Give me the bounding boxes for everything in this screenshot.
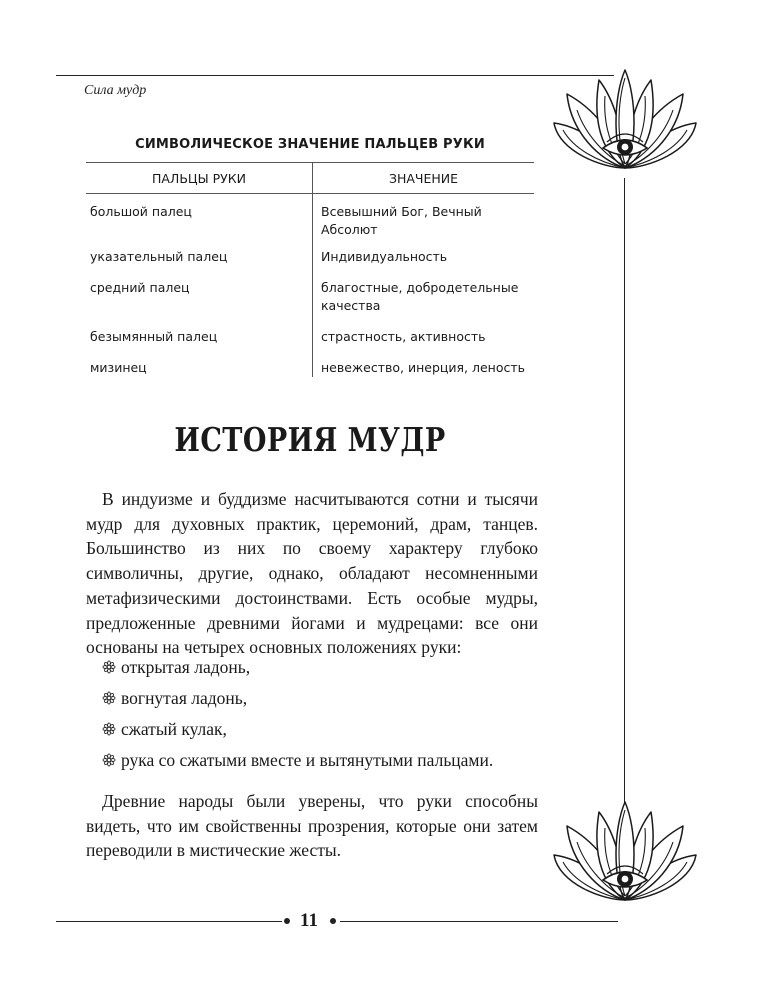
table-row — [86, 350, 534, 377]
list-item-text: открытая ладонь, — [121, 657, 251, 677]
column-header-fingers: ПАЛЬЦЫ РУКИ — [86, 163, 313, 194]
finger-meaning-table — [86, 162, 534, 377]
list-item-text: рука со сжатыми вместе и вытянутыми пальцами. — [121, 750, 494, 770]
column-header-meaning: ЗНАЧЕНИЕ — [313, 163, 535, 194]
intro-paragraph: В индуизме и буддизме насчитываются сотни и тысячи мудр для духовных практик, церемоний, драм, танцев. Большинство из них по своему характеру глубоко символичны, другие, однако, обладают несомненными метафизическими достоинствами. Есть особые мудры, предложенные древними йогами и мудрецами: все они основаны на четырех основных положениях руки: — [86, 489, 538, 658]
table-title: СИМВОЛИЧЕСКОЕ ЗНАЧЕНИЕ ПАЛЬЦЕВ РУКИ — [135, 137, 485, 152]
section-title: ИСТОРИЯ МУДР — [174, 420, 446, 459]
finger-cell: указательный палец — [86, 239, 313, 270]
top-rule — [56, 75, 614, 76]
list-item — [86, 655, 538, 686]
meaning-cell: страстность, активность — [321, 329, 486, 344]
closing-paragraph: Древние народы были уверены, что руки способны видеть, что им свойственны прозрения, которые они затем переводили в мистические жесты. — [86, 791, 538, 861]
table-row — [86, 239, 534, 270]
flower-bullet-icon — [102, 691, 116, 705]
table-row — [86, 270, 534, 319]
flower-bullet-icon — [102, 753, 116, 767]
list-item-text: вогнутая ладонь, — [121, 688, 248, 708]
list-item — [86, 748, 538, 779]
list-item — [86, 717, 538, 748]
footer-dot-left — [284, 918, 290, 924]
finger-cell: безымянный палец — [86, 319, 313, 350]
flower-bullet-icon — [102, 722, 116, 736]
table-row — [86, 319, 534, 350]
footer-rule-right — [340, 921, 618, 922]
lotus-eye-icon — [551, 68, 699, 178]
finger-cell: мизинец — [86, 350, 313, 377]
margin-vertical-line — [624, 178, 625, 836]
meaning-cell: невежество, инерция, леность — [321, 360, 526, 375]
flower-bullet-icon — [102, 660, 116, 674]
table-row — [86, 194, 534, 240]
footer-dot-right — [330, 918, 336, 924]
footer-rule-left — [56, 921, 282, 922]
finger-cell: средний палец — [86, 270, 313, 319]
meaning-cell: Индивидуальность — [321, 249, 448, 264]
page-number: 11 — [300, 910, 318, 931]
lotus-eye-icon — [551, 800, 699, 910]
hand-positions-list — [86, 655, 538, 779]
list-item — [86, 686, 538, 717]
meaning-cell: Всевышний Бог, Вечный Абсолют — [321, 204, 482, 237]
meaning-cell: благостные, добродетельные качества — [321, 280, 519, 313]
finger-cell: большой палец — [86, 194, 313, 240]
list-item-text: сжатый кулак, — [121, 719, 227, 739]
running-title: Сила мудр — [84, 83, 147, 98]
